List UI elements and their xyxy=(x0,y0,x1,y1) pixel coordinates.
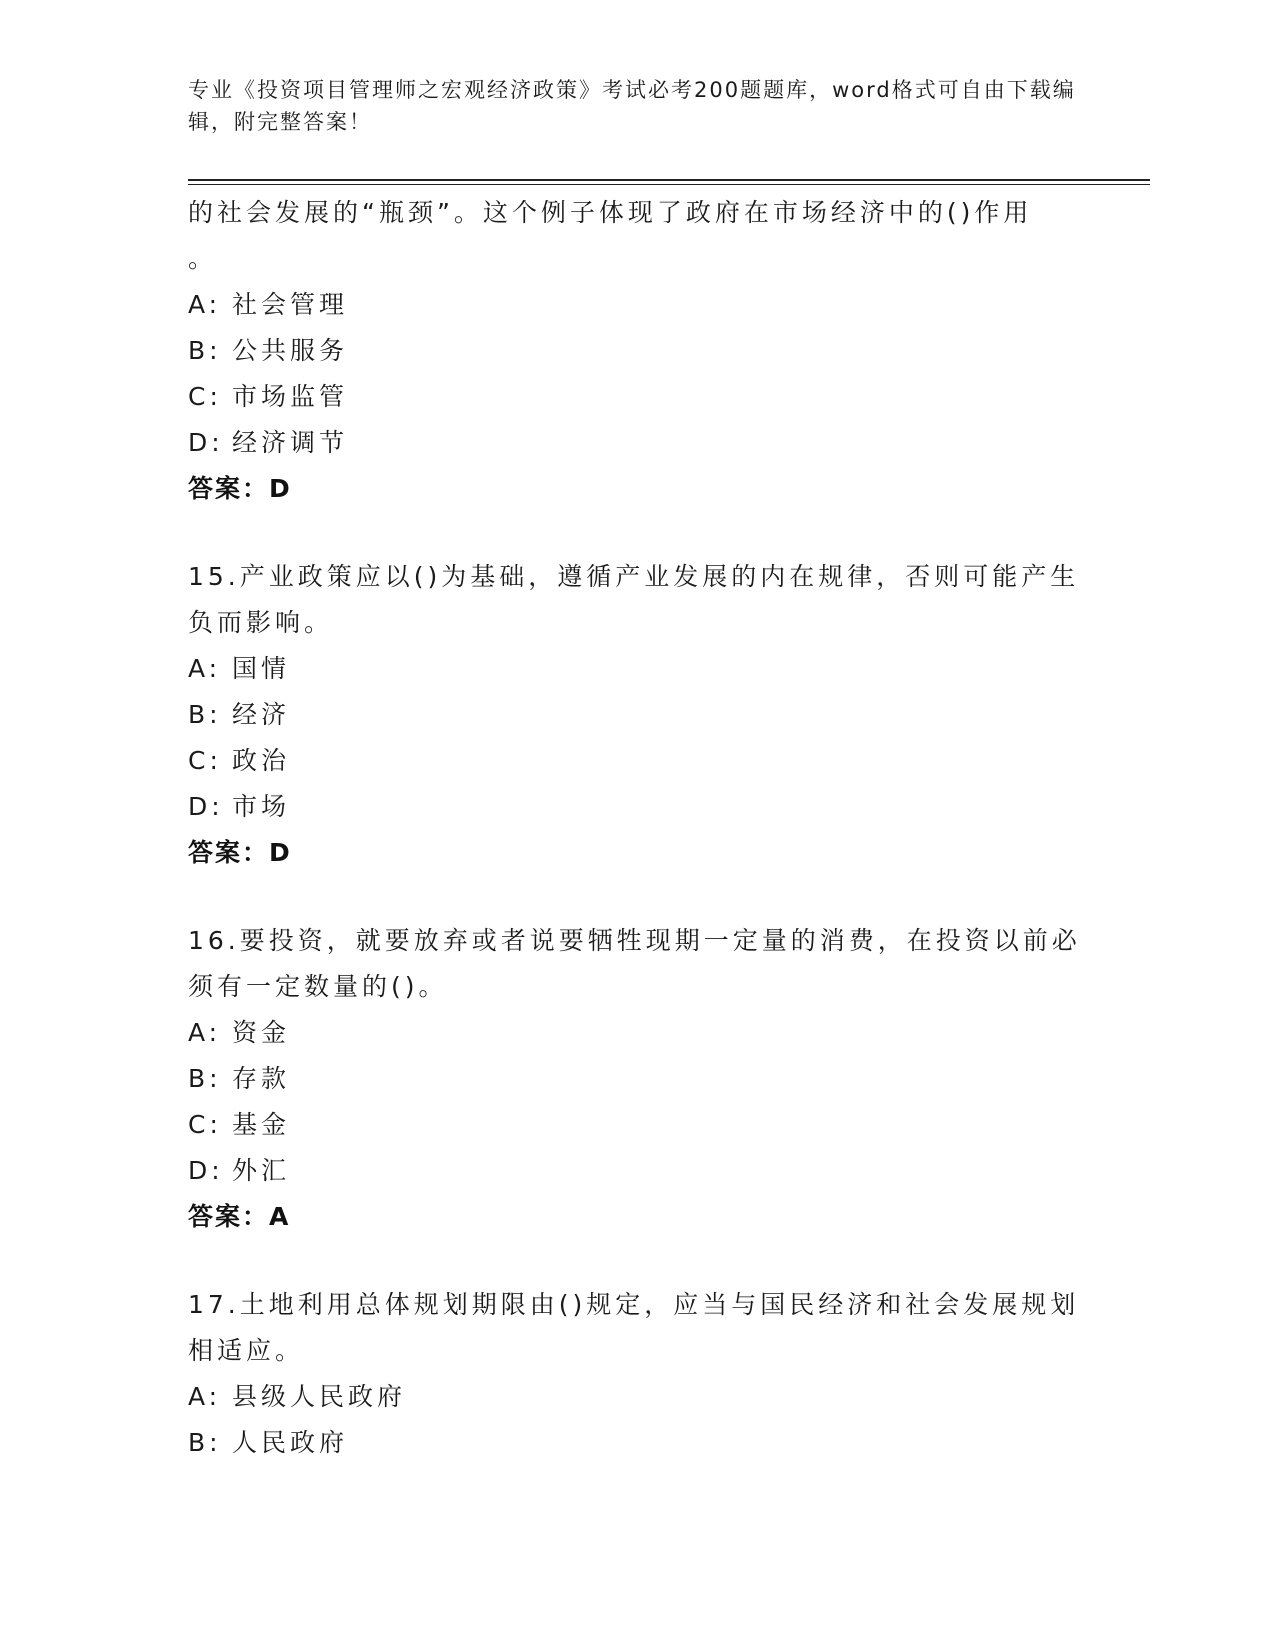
option-c xyxy=(188,374,1088,420)
option-letter: C: xyxy=(188,1110,222,1139)
option-text: 存款 xyxy=(232,1064,291,1093)
question-15 xyxy=(188,554,1088,876)
question-continued xyxy=(188,190,1088,512)
option-letter: C: xyxy=(188,746,222,775)
option-a xyxy=(188,646,1088,692)
option-b xyxy=(188,692,1088,738)
option-text: 经济 xyxy=(232,700,291,729)
option-text: 公共服务 xyxy=(232,336,349,365)
spacer xyxy=(188,512,1088,554)
option-letter: A: xyxy=(188,1018,222,1047)
answer-line: 答案：D xyxy=(188,838,292,867)
option-a xyxy=(188,1010,1088,1056)
question-stem: 17.土地利用总体规划期限由()规定，应当与国民经济和社会发展规划相适应。 xyxy=(188,1290,1080,1365)
option-letter: C: xyxy=(188,382,222,411)
option-letter: D: xyxy=(188,1156,224,1185)
option-b xyxy=(188,1056,1088,1102)
header-rule-thick xyxy=(188,179,1150,181)
option-text: 基金 xyxy=(232,1110,291,1139)
option-d xyxy=(188,1148,1088,1194)
option-letter: A: xyxy=(188,290,222,319)
option-text: 国情 xyxy=(232,654,291,683)
spacer xyxy=(188,876,1088,918)
option-text: 资金 xyxy=(232,1018,291,1047)
option-b xyxy=(188,328,1088,374)
option-text: 政治 xyxy=(232,746,291,775)
header-rule-thin xyxy=(188,184,1150,185)
spacer xyxy=(188,1240,1088,1282)
question-stem: 16.要投资，就要放弃或者说要牺牲现期一定量的消费，在投资以前必须有一定数量的()。 xyxy=(188,926,1081,1001)
option-text: 外汇 xyxy=(232,1156,291,1185)
question-stem-line: 的社会发展的“瓶颈”。这个例子体现了政府在市场经济中的()作用 xyxy=(188,198,1033,227)
option-letter: B: xyxy=(188,336,222,365)
option-text: 县级人民政府 xyxy=(232,1382,407,1411)
option-letter: D: xyxy=(188,428,224,457)
question-stem-line: 。 xyxy=(188,244,218,273)
option-letter: D: xyxy=(188,792,224,821)
option-b xyxy=(188,1420,1088,1466)
option-d xyxy=(188,420,1088,466)
option-text: 经济调节 xyxy=(232,428,349,457)
option-d xyxy=(188,784,1088,830)
option-text: 人民政府 xyxy=(232,1428,349,1457)
option-text: 社会管理 xyxy=(232,290,349,319)
answer-line: 答案：D xyxy=(188,474,292,503)
option-letter: B: xyxy=(188,1428,222,1457)
question-17 xyxy=(188,1282,1088,1466)
option-letter: B: xyxy=(188,1064,222,1093)
option-letter: A: xyxy=(188,654,222,683)
option-a xyxy=(188,282,1088,328)
option-text: 市场监管 xyxy=(232,382,349,411)
option-c xyxy=(188,738,1088,784)
option-c xyxy=(188,1102,1088,1148)
document-header: 专业《投资项目管理师之宏观经济政策》考试必考200题题库，word格式可自由下载编辑，附完整答案！ xyxy=(188,78,1076,134)
question-stem: 15.产业政策应以()为基础，遵循产业发展的内在规律，否则可能产生负而影响。 xyxy=(188,562,1080,637)
option-letter: B: xyxy=(188,700,222,729)
option-a xyxy=(188,1374,1088,1420)
question-16 xyxy=(188,918,1088,1240)
option-letter: A: xyxy=(188,1382,222,1411)
answer-line: 答案：A xyxy=(188,1202,291,1231)
option-text: 市场 xyxy=(232,792,291,821)
question-content xyxy=(188,190,1088,1466)
